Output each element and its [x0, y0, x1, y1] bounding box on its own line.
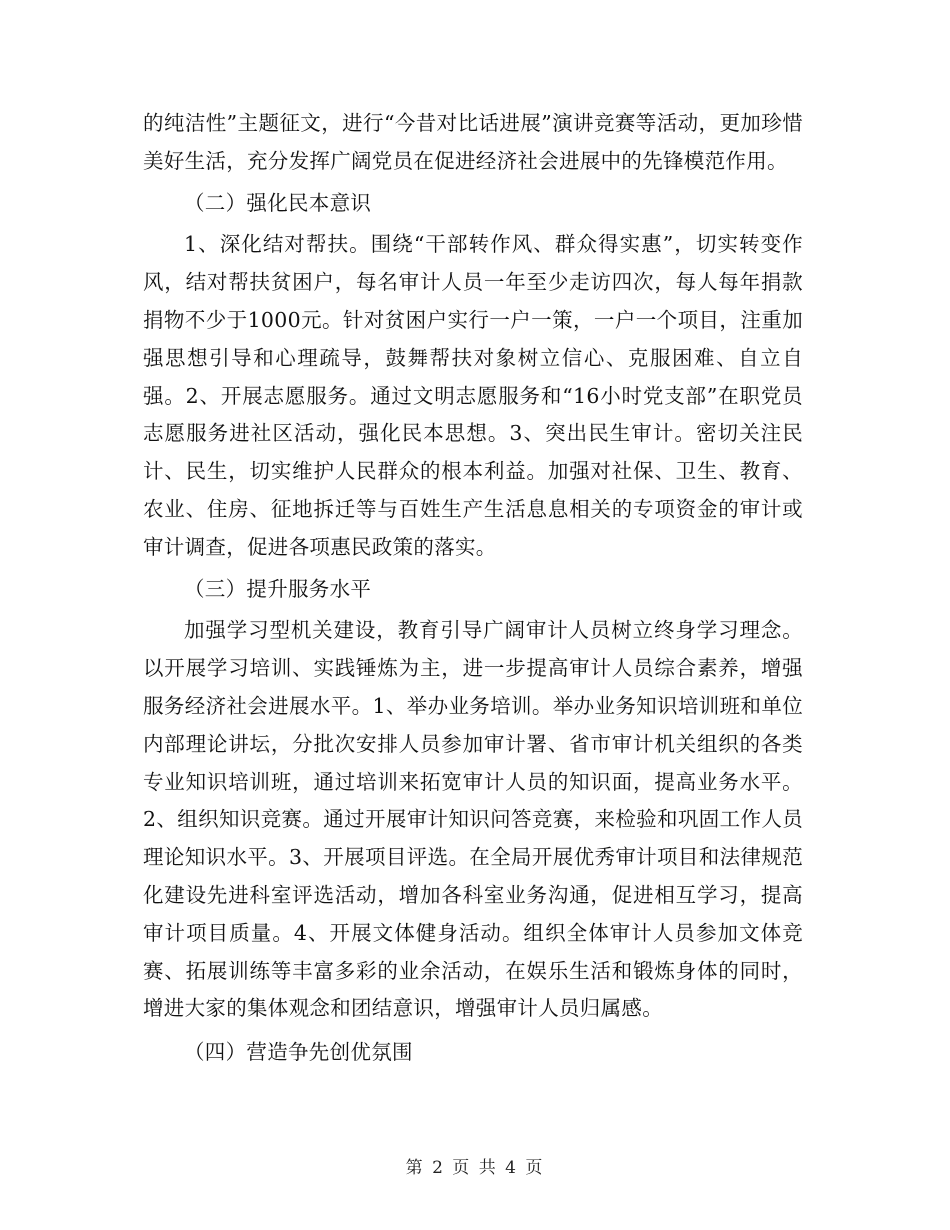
section-heading-4: （四）营造争先创优氛围	[184, 1040, 413, 1065]
page-number-footer: 第 2 页 共 4 页	[405, 1158, 545, 1178]
section-heading-2: （二）强化民本意识	[184, 190, 372, 215]
paragraph-continued: 的纯洁性”主题征文，进行“今昔对比话进展”演讲竞赛等活动，更加珍惜美好生活，充分发挥广阔党员在促进经济社会进展中的先锋模范作用。	[143, 111, 803, 173]
paragraph-service-level: 加强学习型机关建设，教育引导广阔审计人员树立终身学习理念。以开展学习培训、实践锤炼为主，进一步提高审计人员综合素养，增强服务经济社会进展水平。1、举办业务培训。举办业务知识培训班和单位内部理论讲坛，分批次安排人员参加审计署、省市审计机关组织的各类专业知识培训班，通过培训来拓宽审计人员的知识面，提高业务水平。2、组织知识竞赛。通过开展审计知识问答竞赛，来检验和巩固工作人员理论知识水平。3、开展项目评选。在全局开展优秀审计项目和法律规范化建设先进科室评选活动，增加各科室业务沟通，促进相互学习，提高审计项目质量。4、开展文体健身活动。组织全体审计人员参加文体竞赛、拓展训练等丰富多彩的业余活动，在娱乐生活和锻炼身体的同时，增进大家的集体观念和团结意识，增强审计人员归属感。	[143, 618, 803, 1021]
section-heading-3: （三）提升服务水平	[184, 576, 372, 601]
document-body	[143, 105, 803, 1072]
paragraph-people-oriented: 1、深化结对帮扶。围绕“干部转作风、群众得实惠”，切实转变作风，结对帮扶贫困户，每名审计人员一年至少走访四次，每人每年捐款捐物不少于1000元。针对贫困户实行一户一策，一户一个项目，注重加强思想引导和心理疏导，鼓舞帮扶对象树立信心、克服困难、自立自强。2、开展志愿服务。通过文明志愿服务和“16小时党支部”在职党员志愿服务进社区活动，强化民本思想。3、突出民生审计。密切关注民计、民生，切实维护人民群众的根本利益。加强对社保、卫生、教育、农业、住房、征地拆迁等与百姓生产生活息息相关的专项资金的审计或审计调查，促进各项惠民政策的落实。	[143, 232, 803, 559]
